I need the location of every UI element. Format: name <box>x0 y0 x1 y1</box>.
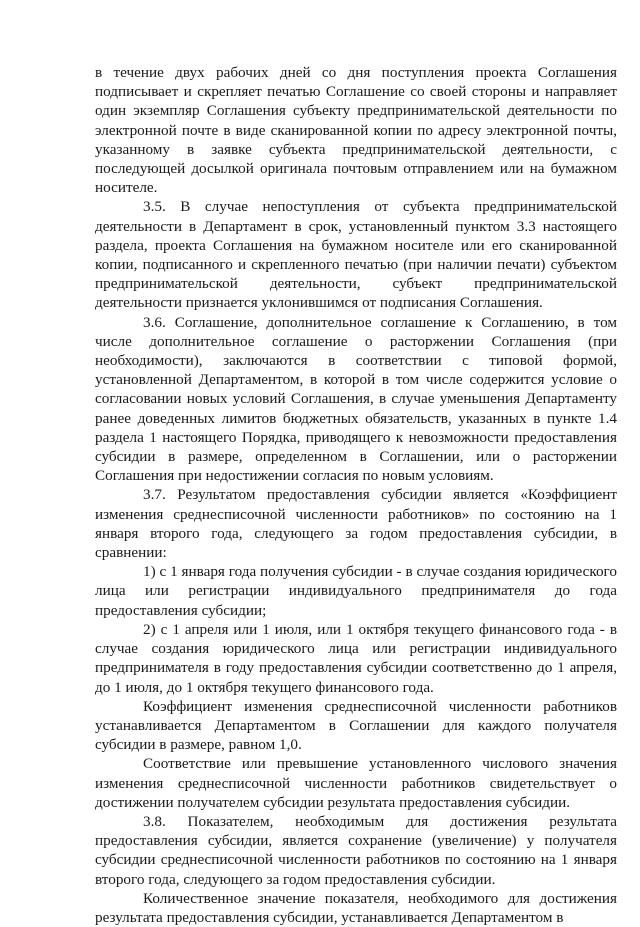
paragraph-quantitative-value: Количественное значение показателя, необходимого для достижения результата предоставления субсидии, устанавливается Департаментом в <box>95 889 617 926</box>
paragraph-3-7: 3.7. Результатом предоставления субсидии является «Коэффициент изменения среднесписочной численности работников» по состоянию на 1 января второго года, следующего за годом предоставления субсидии, в сравнении: <box>95 486 617 562</box>
paragraph-3-7-item-1: 1) с 1 января года получения субсидии - в случае создания юридического лица или регистрации индивидуального предпринимателя до года предоставления субсидии; <box>95 563 617 619</box>
paragraph-compliance: Соответствие или превышение установленного числового значения изменения среднесписочной численности работников свидетельствует о достижении получателем субсидии результата предоставления субсидии. <box>95 755 617 811</box>
paragraph-3-8: 3.8. Показателем, необходимым для достижения результата предоставления субсидии, является сохранение (увеличение) у получателя субсидии среднесписочной численности работников по состоянию на 1 января второго года, следующего за годом предоставления субсидии. <box>95 812 617 888</box>
paragraph-coefficient: Коэффициент изменения среднесписочной численности работников устанавливается Департаментом в Соглашении для каждого получателя субсидии в размере, равном 1,0. <box>95 697 617 754</box>
document-page <box>95 63 617 927</box>
paragraph-3-6: 3.6. Соглашение, дополнительное соглашение к Соглашению, в том числе дополнительное соглашение о расторжении Соглашения (при необходимости), заключаются в соответствии с типовой формой, установленной Департаментом, в которой в том числе содержится условие о согласовании новых условий Соглашения, в случае уменьшения Департаменту ранее доведенных лимитов бюджетных обязательств, указанных в пункте 1.4 раздела 1 настоящего Порядка, приводящего к невозможности предоставления субсидии в размере, определенном в Соглашении, или о расторжении Соглашения при недостижении согласия по новым условиям. <box>95 313 617 485</box>
paragraph-3-7-item-2: 2) с 1 апреля или 1 июля, или 1 октября текущего финансового года - в случае создания юридического лица или регистрации индивидуального предпринимателя в году предоставления субсидии соответственно до 1 апреля, до 1 июля, до 1 октября текущего финансового года. <box>95 620 617 696</box>
paragraph-3-5: 3.5. В случае непоступления от субъекта предпринимательской деятельности в Департамент в срок, установленный пунктом 3.3 настоящего раздела, проекта Соглашения на бумажном носителе или его сканированной копии, подписанного и скрепленного печатью (при наличии печати) субъектом предпринимательской деятельности, субъект предпринимательской деятельности признается уклонившимся от подписания Соглашения. <box>95 198 617 312</box>
paragraph-signing-procedure: в течение двух рабочих дней со дня поступления проекта Соглашения подписывает и скрепляет печатью Соглашение со своей стороны и направляет один экземпляр Соглашения субъекту предпринимательской деятельности по электронной почте в виде сканированной копии по адресу электронной почты, указанному в заявке субъекта предпринимательской деятельности, с последующей досылкой оригинала почтовым отправлением или на бумажном носителе. <box>95 64 617 197</box>
